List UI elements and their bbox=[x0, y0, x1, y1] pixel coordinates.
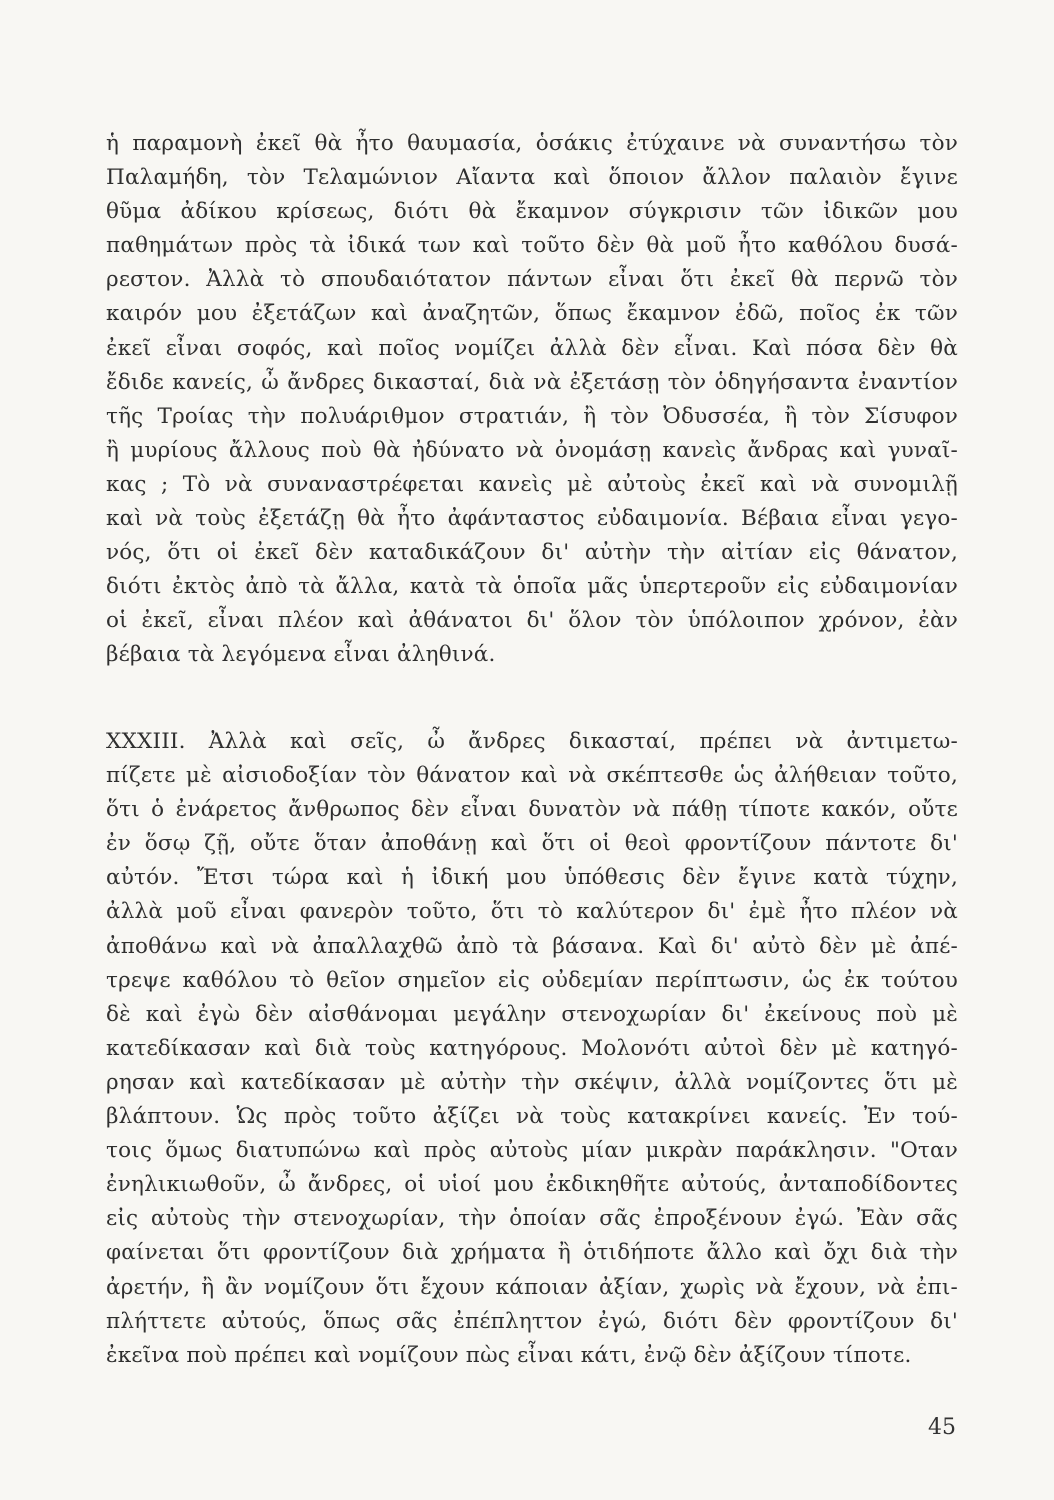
text-line: ἢ μυρίους ἄλλους ποὺ θὰ ἠδύνατο νὰ ὀνομάσῃ κανεὶς ἄνδρας καὶ γυναῖ- bbox=[106, 437, 958, 463]
paragraph-2-section-xxxiii bbox=[106, 725, 958, 1373]
text-line: τοις ὅμως διατυπώνω καὶ πρὸς αὐτοὺς μίαν μικρὰν παράκλησιν. "Οταν bbox=[106, 1138, 958, 1164]
text-line: ἐνηλικιωθοῦν, ὦ ἄνδρες, οἱ υἱοί μου ἐκδικηθῆτε αὐτούς, ἀνταποδίδοντες bbox=[106, 1172, 958, 1198]
text-line: Παλαμήδη, τὸν Τελαμώνιον Αἴαντα καὶ ὅποιον ἄλλον παλαιὸν ἔγινε bbox=[106, 165, 958, 191]
text-line: ρεστον. Ἀλλὰ τὸ σπουδαιότατον πάντων εἶναι ὅτι ἐκεῖ θὰ περνῶ τὸν bbox=[106, 267, 958, 293]
text-line: ἐκεῖ εἶναι σοφός, καὶ ποῖος νομίζει ἀλλὰ δὲν εἶναι. Καὶ πόσα δὲν θὰ bbox=[106, 335, 958, 361]
page-number: 45 bbox=[928, 1415, 956, 1440]
text-line: τρεψε καθόλου τὸ θεῖον σημεῖον εἰς οὐδεμίαν περίπτωσιν, ὡς ἐκ τούτου bbox=[106, 967, 958, 993]
text-line: ἐν ὅσῳ ζῇ, οὔτε ὅταν ἀποθάνῃ καὶ ὅτι οἱ θεοὶ φροντίζουν πάντοτε δι' bbox=[106, 831, 958, 857]
text-line: βλάπτουν. Ὡς πρὸς τοῦτο ἀξίζει νὰ τοὺς κατακρίνει κανείς. Ἐν τού- bbox=[106, 1104, 958, 1130]
text-line: αὐτόν. Ἔτσι τώρα καὶ ἡ ἰδική μου ὑπόθεσις δὲν ἔγινε κατὰ τύχην, bbox=[106, 865, 958, 891]
text-line: τῆς Τροίας τὴν πολυάριθμον στρατιάν, ἢ τὸν Ὀδυσσέα, ἢ τὸν Σίσυφον bbox=[106, 403, 958, 429]
text-line: οἱ ἐκεῖ, εἶναι πλέον καὶ ἀθάνατοι δι' ὅλον τὸν ὑπόλοιπον χρόνον, ἐὰν bbox=[106, 608, 958, 634]
text-line: πλήττετε αὐτούς, ὅπως σᾶς ἐπέπληττον ἐγώ, διότι δὲν φροντίζουν δι' bbox=[106, 1308, 958, 1334]
text-line: κατεδίκασαν καὶ διὰ τοὺς κατηγόρους. Μολονότι αὐτοὶ δὲν μὲ κατηγό- bbox=[106, 1035, 958, 1061]
text-line: ρησαν καὶ κατεδίκασαν μὲ αὐτὴν τὴν σκέψιν, ἀλλὰ νομίζοντες ὅτι μὲ bbox=[106, 1069, 958, 1095]
text-line: νός, ὅτι οἱ ἐκεῖ δὲν καταδικάζουν δι' αὐτὴν τὴν αἰτίαν εἰς θάνατον, bbox=[106, 540, 958, 566]
text-line: κας ; Τὸ νὰ συναναστρέφεται κανεὶς μὲ αὐτοὺς ἐκεῖ καὶ νὰ συνομιλῇ bbox=[106, 471, 958, 497]
text-line: παθημάτων πρὸς τὰ ἰδικά των καὶ τοῦτο δὲν θὰ μοῦ ἦτο καθόλου δυσά- bbox=[106, 233, 958, 259]
text-line: θῦμα ἀδίκου κρίσεως, διότι θὰ ἔκαμνον σύγκρισιν τῶν ἰδικῶν μου bbox=[106, 199, 958, 225]
text-line: ὅτι ὁ ἐνάρετος ἄνθρωπος δὲν εἶναι δυνατὸν νὰ πάθῃ τίποτε κακόν, οὔτε bbox=[106, 797, 958, 823]
paragraph-1 bbox=[106, 127, 958, 673]
text-line: δὲ καὶ ἐγὼ δὲν αἰσθάνομαι μεγάλην στενοχωρίαν δι' ἐκείνους ποὺ μὲ bbox=[106, 1001, 958, 1027]
text-line: διότι ἐκτὸς ἀπὸ τὰ ἄλλα, κατὰ τὰ ὁποῖα μᾶς ὑπερτεροῦν εἰς εὐδαιμονίαν bbox=[106, 574, 958, 600]
text-line: πίζετε μὲ αἰσιοδοξίαν τὸν θάνατον καὶ νὰ σκέπτεσθε ὡς ἀλήθειαν τοῦτο, bbox=[106, 763, 958, 789]
text-line: εἰς αὐτοὺς τὴν στενοχωρίαν, τὴν ὁποίαν σᾶς ἐπροξένουν ἐγώ. Ἐὰν σᾶς bbox=[106, 1206, 958, 1232]
text-line: ἀρετήν, ἢ ἂν νομίζουν ὅτι ἔχουν κάποιαν ἀξίαν, χωρὶς νὰ ἔχουν, νὰ ἐπι- bbox=[106, 1274, 958, 1300]
text-line: φαίνεται ὅτι φροντίζουν διὰ χρήματα ἢ ὁτιδήποτε ἄλλο καὶ ὄχι διὰ τὴν bbox=[106, 1240, 958, 1266]
text-line: ἔδιδε κανείς, ὦ ἄνδρες δικασταί, διὰ νὰ ἐξετάσῃ τὸν ὁδηγήσαντα ἐναντίον bbox=[106, 369, 958, 395]
text-line: καὶ νὰ τοὺς ἐξετάζῃ θὰ ἦτο ἀφάνταστος εὐδαιμονία. Βέβαια εἶναι γεγο- bbox=[106, 506, 958, 532]
text-line: ἡ παραμονὴ ἐκεῖ θὰ ἦτο θαυμασία, ὁσάκις ἐτύχαινε νὰ συναντήσω τὸν bbox=[106, 131, 958, 156]
text-line: καιρόν μου ἐξετάζων καὶ ἀναζητῶν, ὅπως ἔκαμνον ἐδῶ, ποῖος ἐκ τῶν bbox=[106, 301, 958, 327]
text-line: ἀποθάνω καὶ νὰ ἀπαλλαχθῶ ἀπὸ τὰ βάσανα. Καὶ δι' αὐτὸ δὲν μὲ ἀπέ- bbox=[106, 933, 958, 959]
text-line: XXXIII. Ἀλλὰ καὶ σεῖς, ὦ ἄνδρες δικασταί, πρέπει νὰ ἀντιμετω- bbox=[106, 729, 958, 754]
text-line: ἀλλὰ μοῦ εἶναι φανερὸν τοῦτο, ὅτι τὸ καλύτερον δι' ἐμὲ ἦτο πλέον νὰ bbox=[106, 899, 958, 925]
text-line: βέβαια τὰ λεγόμενα εἶναι ἀληθινά. bbox=[106, 642, 496, 668]
text-line: ἐκεῖνα ποὺ πρέπει καὶ νομίζουν πὼς εἶναι κάτι, ἐνῷ δὲν ἀξίζουν τίποτε. bbox=[106, 1342, 912, 1368]
